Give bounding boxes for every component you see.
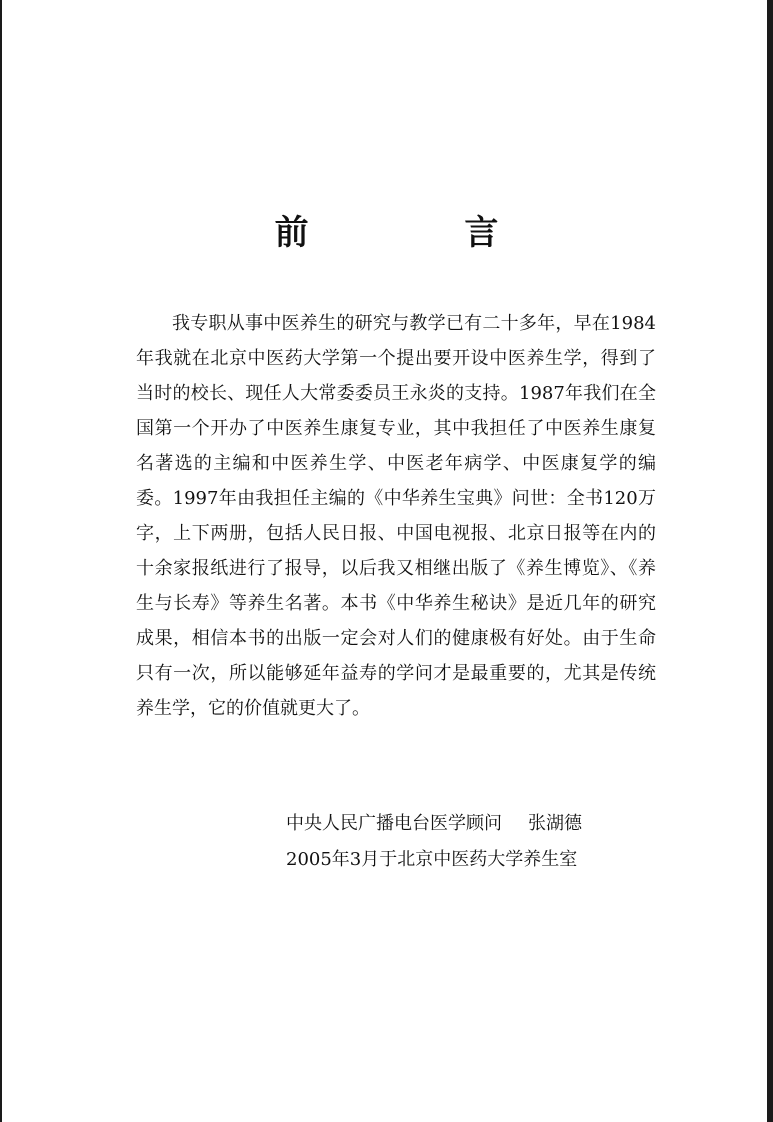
preface-paragraph: 我专职从事中医养生的研究与教学已有二十多年，早在1984年我就在北京中医药大学第一个提出要开设中医养生学，得到了当时的校长、现任人大常委委员王永炎的支持。1987年我们在全国第一个开办了中医养生康复专业，其中我担任了中医养生康复名著选的主编和中医养生学、中医老年病学、中医康复学的编委。1997年由我担任主编的《中华养生宝典》问世：全书120万字，上下两册，包括人民日报、中国电视报、北京日报等在内的十余家报纸进行了报导，以后我又相继出版了《养生博览》、《养生与长寿》等养生名著。本书《中华养生秘诀》是近几年的研究成果，相信本书的出版一定会对人们的健康极有好处。由于生命只有一次，所以能够延年益寿的学问才是最重要的，尤其是传统养生学，它的价值就更大了。 — [136, 313, 656, 719]
page-left-edge — [0, 0, 2, 1122]
page-title: 前 言 — [274, 212, 571, 253]
preface-body — [136, 306, 656, 726]
signature-date-place: 2005年3月于北京中医药大学养生室 — [286, 849, 578, 870]
signature-line — [286, 806, 582, 842]
author-position: 中央人民广播电台医学顾问 — [286, 813, 502, 834]
author-name: 张湖德 — [528, 813, 582, 834]
signature-block — [286, 806, 582, 878]
page-right-edge — [767, 0, 773, 1122]
